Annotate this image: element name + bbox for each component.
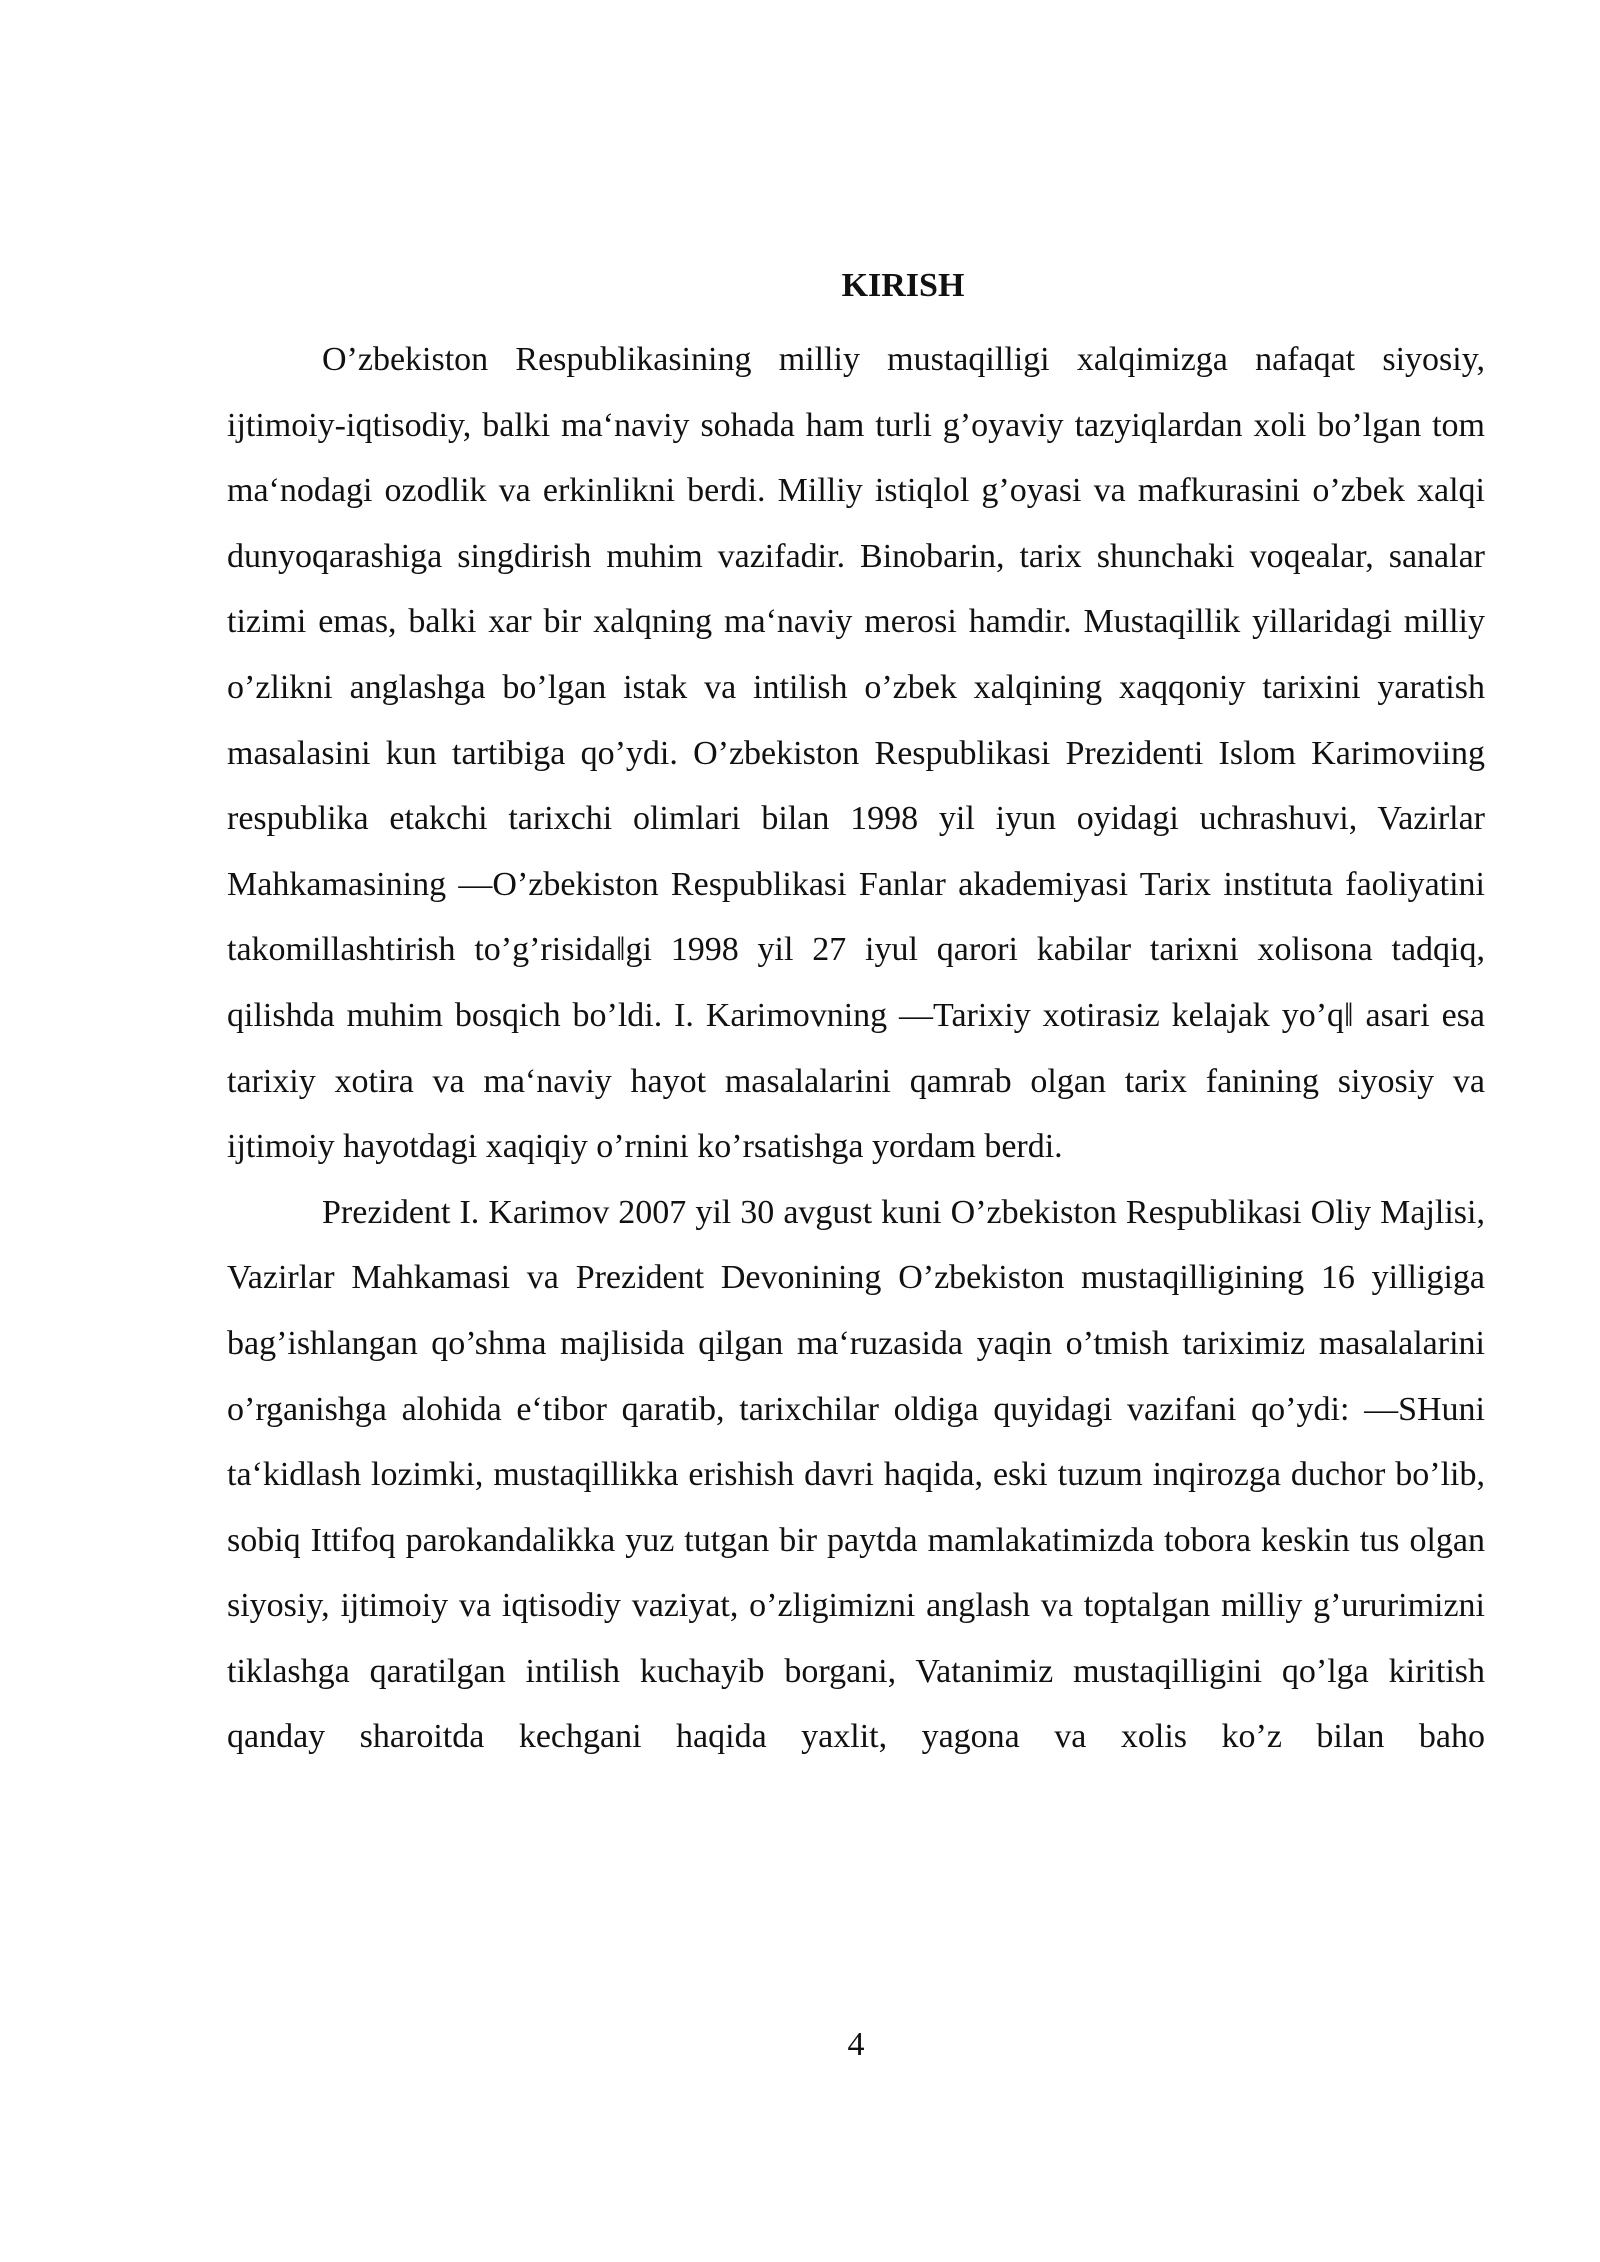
section-heading: KIRISH [841,267,965,304]
body-text [227,327,1485,1770]
paragraph-intro: O’zbekiston Respublikasining milliy mustaqilligi xalqimizga nafaqat siyosiy, ijtimoiy-iqtisodiy, balki ma‘naviy sohada ham turli g’oyaviy tazyiqlardan xoli bo’lgan tom ma‘nodagi ozodlik va erkinlikni berdi. Milliy istiqlol g’oyasi va mafkurasini o’zbek xalqi dunyoqarashiga singdirish muhim vazifadir. Binobarin, tarix shunchaki voqealar, sanalar tizimi emas, balki xar bir xalqning ma‘naviy merosi hamdir. Mustaqillik yillaridagi milliy o’zlikni anglashga bo’lgan istak va intilish o’zbek xalqining xaqqoniy tarixini yaratish masalasini kun tartibiga qo’ydi. O’zbekiston Respublikasi Prezidenti Islom Karimoviing respublika etakchi tarixchi olimlari bilan 1998 yil iyun oyidagi uchrashuvi, Vazirlar Mahkamasining ―O’zbekiston Respublikasi Fanlar akademiyasi Tarix instituta faoliyatini takomillashtirish to’g’risida‖gi 1998 yil 27 iyul qarori kabilar tarixni xolisona tadqiq, qilishda muhim bosqich bo’ldi. I. Karimovning ―Tarixiy xotirasiz kelajak yo’q‖ asari esa tarixiy xotira va ma‘naviy hayot masalalarini qamrab olgan tarix fanining siyosiy va ijtimoiy hayotdagi xaqiqiy o’rnini ko’rsatishga yordam berdi. [227,341,1485,1166]
paragraph-president-speech: Prezident I. Karimov 2007 yil 30 avgust kuni O’zbekiston Respublikasi Oliy Majlisi, Vazirlar Mahkamasi va Prezident Devonining O’zbekiston mustaqilligining 16 yilligiga bag’ishlangan qo’shma majlisida qilgan ma‘ruzasida yaqin o’tmish tariximiz masalalarini o’rganishga alohida e‘tibor qaratib, tarixchilar oldiga quyidagi vazifani qo’ydi: ―SHuni ta‘kidlash lozimki, mustaqillikka erishish davri haqida, eski tuzum inqirozga duchor bo’lib, sobiq Ittifoq parokandalikka yuz tutgan bir paytda mamlakatimizda tobora keskin tus olgan siyosiy, ijtimoiy va iqtisodiy vaziyat, o’zligimizni anglash va toptalgan milliy g’ururimizni tiklashga qaratilgan intilish kuchayib borgani, Vatanimiz mustaqilligini qo’lga kiritish qanday sharoitda kechgani haqida yaxlit, yagona va xolis ko’z bilan baho [227,1193,1485,1756]
page-number: 4 [847,2026,865,2063]
